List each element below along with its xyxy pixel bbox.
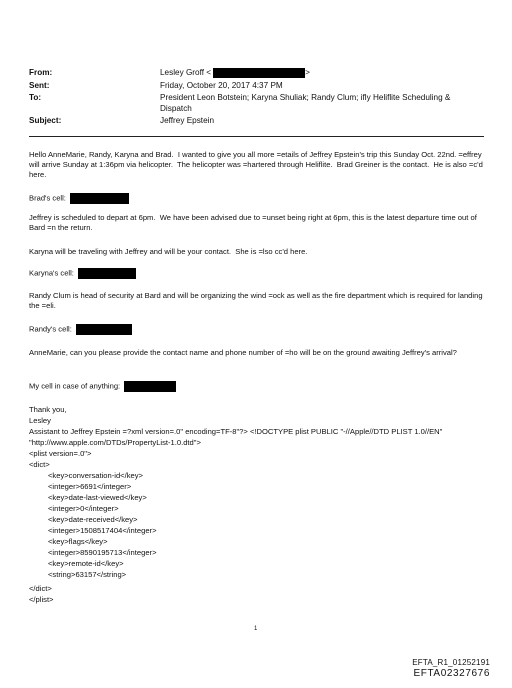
my-cell-line xyxy=(29,381,487,392)
subject-label: Subject: xyxy=(29,116,62,125)
dict-line: <integer>1508517404</integer> xyxy=(48,526,157,535)
dict-line: <key>flags</key> xyxy=(48,537,108,546)
dict-line: <integer>8590195713</integer> xyxy=(48,548,157,557)
my-cell-label: My cell in case of anything: xyxy=(29,381,121,391)
redaction-box xyxy=(78,268,136,279)
dict-line: <key>date-last-viewed</key> xyxy=(48,493,147,502)
randy-cell-label: Randy's cell: xyxy=(29,324,72,334)
karyna-cell-label: Karyna's cell: xyxy=(29,268,74,278)
to-value-line1: President Leon Botstein; Karyna Shuliak; Randy Clum; ifly Heliflite Scheduling & xyxy=(160,93,451,102)
plist-open: <plist version=.0"> xyxy=(29,449,92,458)
page-number: 1 xyxy=(254,626,258,632)
body-paragraph: Hello AnneMarie, Randy, Karyna and Brad. I wanted to give you all more =etails of Jeffrey Epstein's trip this Sunday Oct. 22nd. =effrey will arrive Sunday at 1:36pm via helicopter. The helicopter was =hartered through Heliflite. Brad Greiner is the contact. He is also =c'd here. xyxy=(29,150,485,180)
bates-id: EFTA02327676 xyxy=(413,668,490,679)
brad-cell-line xyxy=(29,193,487,204)
karyna-cell-line xyxy=(29,268,487,279)
sent-label: Sent: xyxy=(29,81,50,90)
brad-cell-label: Brad's cell: xyxy=(29,193,66,203)
dict-line: <integer>0</integer> xyxy=(48,504,119,513)
redaction-box xyxy=(124,381,176,392)
subject-value: Jeffrey Epstein xyxy=(160,116,215,125)
redaction-box xyxy=(70,193,129,204)
bates-id-r1: EFTA_R1_01252191 xyxy=(412,658,490,667)
dtd-line: "http://www.apple.com/DTDs/PropertyList-1.0.dtd"> xyxy=(29,438,201,447)
dict-line: <string>63157</string> xyxy=(48,570,127,579)
dict-line: <key>conversation-id</key> xyxy=(48,471,143,480)
from-label: From: xyxy=(29,68,53,77)
body-paragraph: Jeffrey is scheduled to depart at 6pm. We have been advised due to =unset being right at 6pm, this is the latest departure time out of Bard =n the return. xyxy=(29,213,479,233)
signature-name: Lesley xyxy=(29,416,51,425)
body-paragraph: Karyna will be traveling with Jeffrey and will be your contact. She is =lso cc'd here. xyxy=(29,247,308,256)
randy-cell-line xyxy=(29,324,487,335)
dict-line: <key>remote-id</key> xyxy=(48,559,124,568)
closing-thanks: Thank you, xyxy=(29,405,67,414)
to-label: To: xyxy=(29,93,42,102)
dict-close: </dict> xyxy=(29,584,52,593)
body-paragraph: Randy Clum is head of security at Bard and will be organizing the wind =ock as well as the fire department which is required for landing the =eli. xyxy=(29,291,485,311)
body-paragraph: AnneMarie, can you please provide the contact name and phone number of =ho will be on the ground awaiting Jeffrey's arrival? xyxy=(29,348,457,357)
plist-close: </plist> xyxy=(29,595,54,604)
from-name: Lesley Groff < xyxy=(160,68,212,78)
dict-open: <dict> xyxy=(29,460,50,469)
dict-line: <integer>6691</integer> xyxy=(48,482,132,491)
from-tail: > xyxy=(305,68,310,78)
to-value-line2: Dispatch xyxy=(160,104,192,113)
sent-value: Friday, October 20, 2017 4:37 PM xyxy=(160,81,283,90)
redaction-box xyxy=(213,68,305,78)
from-value xyxy=(160,68,310,78)
header-divider xyxy=(29,136,484,137)
redaction-box xyxy=(76,324,132,335)
dict-line: <key>date-received</key> xyxy=(48,515,138,524)
assistant-line: Assistant to Jeffrey Epstein =?xml version=.0" encoding=TF-8"?> <!DOCTYPE plist PUBLIC "-//Apple//DTD PLIST 1.0//EN" xyxy=(29,427,443,436)
